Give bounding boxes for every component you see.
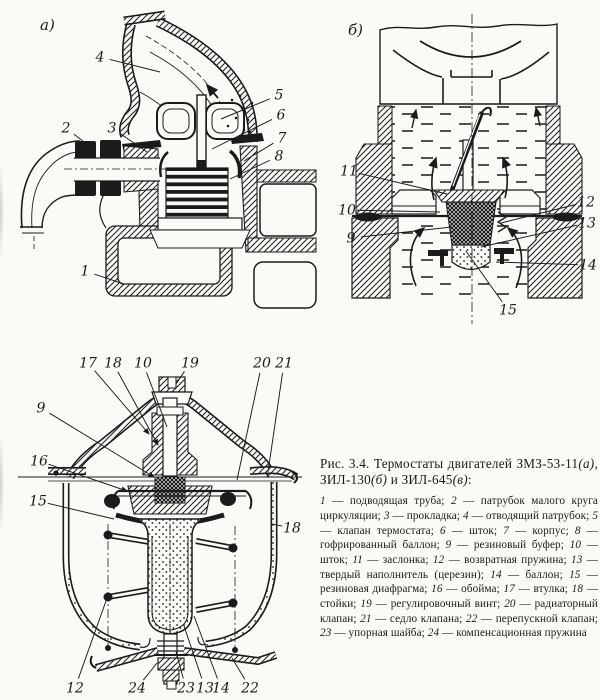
legend-item-number: 16 (431, 583, 443, 596)
callout-leader-v-15 (48, 503, 114, 519)
legend-item-number: 11 (352, 553, 363, 566)
callout-number-a-5: 5 (274, 87, 284, 104)
legend-item-number: 19 (360, 597, 372, 610)
callout-number-v-10: 10 (134, 355, 152, 372)
callout-number-b-15: 15 (499, 302, 517, 319)
side-tab (494, 248, 514, 254)
figure-caption-title (320, 456, 598, 487)
callout-number-v-19: 19 (181, 355, 199, 372)
legend-item-number: 20 (504, 597, 516, 610)
legend-item-number: 21 (360, 612, 372, 625)
callout-leader-v-24 (143, 663, 157, 680)
legend-item-number: 8 (574, 524, 581, 537)
lower-wall-left (352, 218, 398, 298)
callout-number-b-11: 11 (340, 163, 358, 180)
callout-leader-v-16 (48, 464, 127, 491)
legend-item-number: 10 (569, 539, 582, 552)
cup-wall-right-core (206, 482, 274, 644)
caption-title-segment: (в) (452, 471, 468, 487)
legend-item-number: 6 (440, 524, 446, 537)
flange-bolt (53, 470, 58, 475)
callout-number-v-12: 12 (66, 680, 84, 697)
callout-number-v-9: 9 (36, 400, 46, 417)
screw-slot (168, 377, 176, 388)
gasket-blob (553, 213, 579, 222)
valve-seat-blob (220, 492, 236, 506)
cup-wall-right (206, 482, 274, 644)
seat-column-right (546, 106, 560, 144)
bellows-cup-right (230, 151, 240, 178)
callout-number-b-10: 10 (338, 202, 356, 219)
hose-fill (21, 141, 80, 228)
mid-wall-left (356, 144, 392, 214)
stem-foot (197, 160, 206, 168)
legend-item-number: 5 (592, 509, 599, 522)
cup-wall-left (66, 483, 140, 647)
legend-item-number: 9 (445, 539, 452, 552)
legend-item-number: 22 (465, 612, 478, 625)
caption-title-segment: и ЗИЛ-645 (387, 471, 453, 487)
bellows-base (158, 218, 242, 230)
housing-outline (100, 194, 106, 228)
callout-number-b-13: 13 (578, 215, 596, 232)
callout-number-a-7: 7 (277, 130, 287, 147)
figure-caption (320, 456, 598, 641)
legend-item-number: 15 (569, 568, 581, 581)
callout-number-a-4: 4 (95, 49, 105, 66)
callout-number-v-23: 23 (177, 680, 195, 697)
legend-item-number: 18 (571, 583, 584, 596)
side-tab (428, 250, 448, 256)
caption-title-segment: (а) (578, 456, 595, 471)
legend-item-number: 13 (571, 553, 583, 566)
pipe-centerline (146, 36, 224, 110)
legend-item-number: 2 (450, 495, 457, 508)
legend-item-number: 1 (320, 495, 326, 508)
callout-number-v-15: 15 (29, 493, 47, 510)
callout-number-a-8: 8 (274, 148, 284, 165)
tab-pin (440, 256, 444, 266)
callout-number-v-17: 17 (79, 355, 97, 372)
legend-item-number: 24 (427, 627, 440, 640)
callout-leader-v-20 (237, 373, 260, 480)
flow-arrow-icon (207, 85, 218, 98)
corrugated-bellows (166, 168, 228, 218)
callout-number-v-13: 13 (196, 680, 214, 697)
legend-item-number: 17 (503, 583, 515, 596)
callout-number-v-21: 21 (275, 355, 293, 372)
cup-wall-left-core (66, 483, 140, 647)
caption-title-segment: : (467, 471, 472, 487)
legend-item-number: 14 (490, 568, 502, 581)
diagram-v-thermostat-zil-645 (18, 377, 302, 689)
callout-number-b-12: 12 (577, 194, 595, 211)
caption-title-segment: , ЗИЛ-130 (320, 456, 598, 487)
lock-block (163, 670, 179, 681)
caption-title-segment: (б) (371, 471, 388, 487)
valve-seat-blob (104, 494, 120, 508)
callout-leader-v-14 (194, 616, 217, 679)
jacket-window (254, 262, 316, 308)
legend-item-number: 23 (320, 627, 332, 640)
diagram-b-thermostat-zil-130 (352, 14, 582, 324)
upper-block (380, 24, 557, 104)
callout-number-v-18: 18 (283, 520, 301, 537)
thermostat-body (446, 202, 496, 245)
diagram-a-thermostat-zmz-53-11 (20, 15, 316, 308)
callout-number-a-6: 6 (276, 107, 286, 124)
callout-number-v-24: 24 (128, 680, 146, 697)
callout-leader-a-4 (110, 59, 160, 72)
seat-column-left (378, 106, 392, 144)
jacket-wall-band (257, 170, 316, 182)
callout-number-v-18: 18 (104, 355, 122, 372)
callout-number-v-16: 16 (30, 453, 48, 470)
valve-plate (434, 190, 504, 202)
bellows-support (150, 230, 250, 248)
caption-title-segment: Рис. 3.4. Термостаты двигателей ЗМЗ-53-11 (320, 456, 579, 471)
callout-number-b-9: 9 (346, 230, 356, 247)
jacket-window (260, 184, 316, 236)
callout-number-v-20: 20 (253, 355, 271, 372)
callout-number-v-22: 22 (241, 680, 259, 697)
diagram-label-b: б) (348, 21, 364, 39)
legend-item-number: 4 (462, 509, 469, 522)
bracket-curl (91, 656, 96, 668)
legend-item-number: 12 (432, 553, 445, 566)
thermostat-stem (197, 95, 206, 167)
callout-number-a-1: 1 (80, 263, 90, 280)
cup-wall-right-core (206, 482, 274, 644)
stem-tip (167, 681, 176, 689)
figure-caption-legend: 1 — подводящая труба; 2 — патрубок малого круга циркуляции; 3 — прокладка; 4 — отводящий патрубок; 5 — клапан термостата; 6 — шток; 7 — корпус; 8 — гофрированный баллон; 9 — резиновый буфер; 10 — шток; 11 — заслонка; 12 — возвратная пружина; 13 — твердый наполнитель (церезин); 14 — баллон; 15 — резиновая диафрагма; 16 — обойма; 17 — втулка; 18 — стойки; 19 — регулировочный винт; 20 — радиаторный клапан; 21 — седло клапана; 22 — перепускной клапан; 23 — упорная шайба; 24 — компенсационная пружина (320, 495, 599, 640)
callout-leader-v-21 (268, 373, 283, 472)
callout-number-a-3: 3 (107, 120, 117, 137)
seat-shelf-left (392, 190, 436, 214)
bypass-bracket-left-core (96, 651, 158, 668)
callout-number-a-2: 2 (61, 120, 71, 137)
diagram-label-a: а) (40, 16, 55, 34)
callout-number-v-14: 14 (212, 680, 230, 697)
cup-wall-left-core (66, 483, 140, 647)
legend-item-number: 7 (503, 524, 509, 537)
callout-number-b-14: 14 (579, 257, 597, 274)
fitting-bore (74, 158, 160, 181)
legend-item-number: 3 (383, 509, 390, 522)
jacket-wall-band (248, 238, 316, 252)
gasket-blob (355, 213, 381, 222)
